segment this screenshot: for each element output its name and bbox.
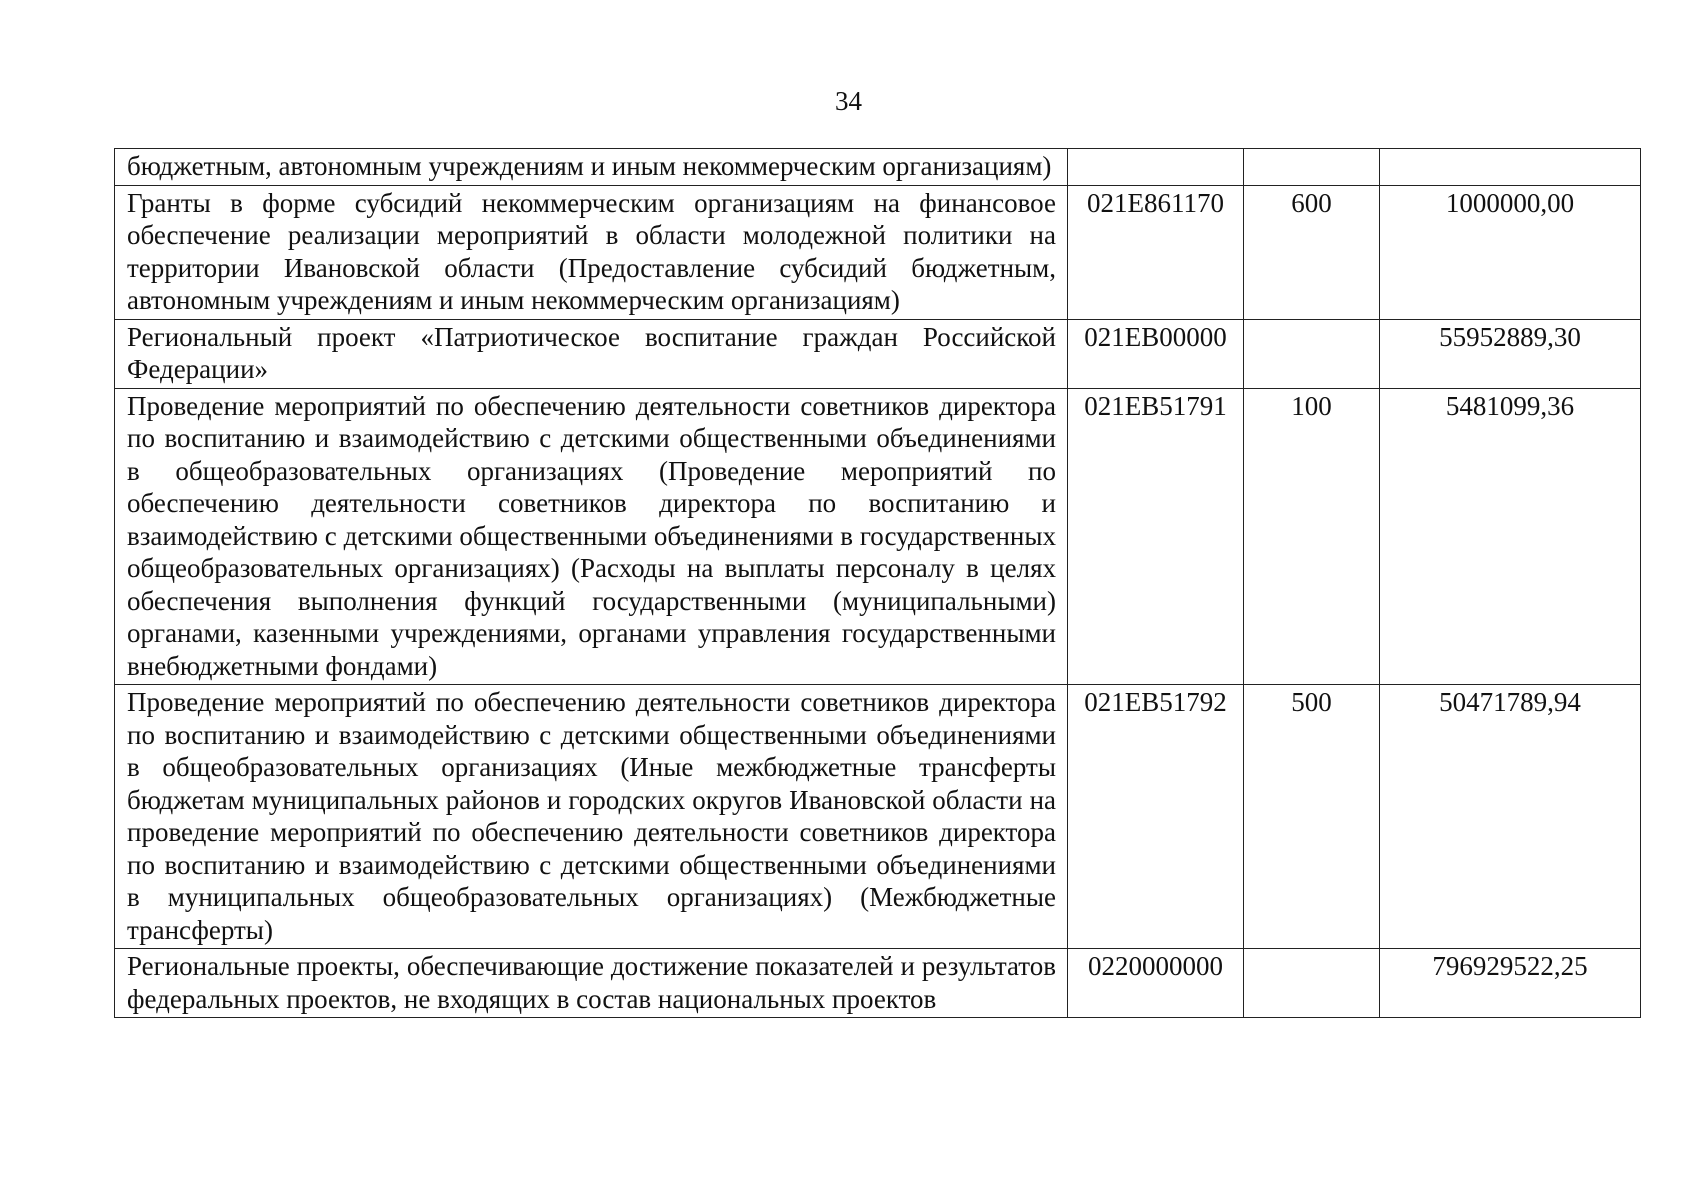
row-expense-type: 600	[1244, 185, 1380, 319]
row-amount	[1380, 149, 1641, 186]
row-description: Проведение мероприятий по обеспечению деятельности советников директора по воспитанию и взаимодействию с детскими общественными объединениями в общеобразовательных организациях (Проведение мероприятий по обеспечению деятельности советников директора по воспитанию и взаимодействию с детскими общественными объединениями в государственных общеобразовательных организациях) (Расходы на выплаты персоналу в целях обеспечения выполнения функций государственными (муниципальными) органами, казенными учреждениями, органами управления государственными внебюджетными фондами)	[115, 388, 1068, 685]
row-expense-type: 100	[1244, 388, 1380, 685]
row-amount: 1000000,00	[1380, 185, 1641, 319]
row-amount: 5481099,36	[1380, 388, 1641, 685]
table-row	[115, 685, 1641, 949]
table-row	[115, 149, 1641, 186]
row-code: 021EВ00000	[1068, 319, 1244, 388]
budget-table	[114, 148, 1641, 1018]
row-code: 0220000000	[1068, 949, 1244, 1018]
table-row	[115, 319, 1641, 388]
row-description: Региональные проекты, обеспечивающие достижение показателей и результатов федеральных проектов, не входящих в состав национальных проектов	[115, 949, 1068, 1018]
row-description: Гранты в форме субсидий некоммерческим организациям на финансовое обеспечение реализации мероприятий в области молодежной политики на территории Ивановской области (Предоставление субсидий бюджетным, автономным учреждениям и иным некоммерческим организациям)	[115, 185, 1068, 319]
row-amount: 55952889,30	[1380, 319, 1641, 388]
row-description: Региональный проект «Патриотическое воспитание граждан Российской Федерации»	[115, 319, 1068, 388]
row-expense-type: 500	[1244, 685, 1380, 949]
table-row	[115, 949, 1641, 1018]
row-description: Проведение мероприятий по обеспечению деятельности советников директора по воспитанию и взаимодействию с детскими общественными объединениями в общеобразовательных организациях (Иные межбюджетные трансферты бюджетам муниципальных районов и городских округов Ивановской области на проведение мероприятий по обеспечению деятельности советников директора по воспитанию и взаимодействию с детскими общественными объединениями в муниципальных общеобразовательных организациях) (Межбюджетные трансферты)	[115, 685, 1068, 949]
row-code: 021EВ51792	[1068, 685, 1244, 949]
table-row	[115, 185, 1641, 319]
row-code: 021EВ51791	[1068, 388, 1244, 685]
row-expense-type	[1244, 149, 1380, 186]
row-code	[1068, 149, 1244, 186]
page-number: 34	[835, 86, 862, 116]
row-amount: 50471789,94	[1380, 685, 1641, 949]
row-code: 021E861170	[1068, 185, 1244, 319]
table-row	[115, 388, 1641, 685]
row-expense-type	[1244, 949, 1380, 1018]
row-description: бюджетным, автономным учреждениям и иным некоммерческим организациям)	[115, 149, 1068, 186]
row-amount: 796929522,25	[1380, 949, 1641, 1018]
row-expense-type	[1244, 319, 1380, 388]
